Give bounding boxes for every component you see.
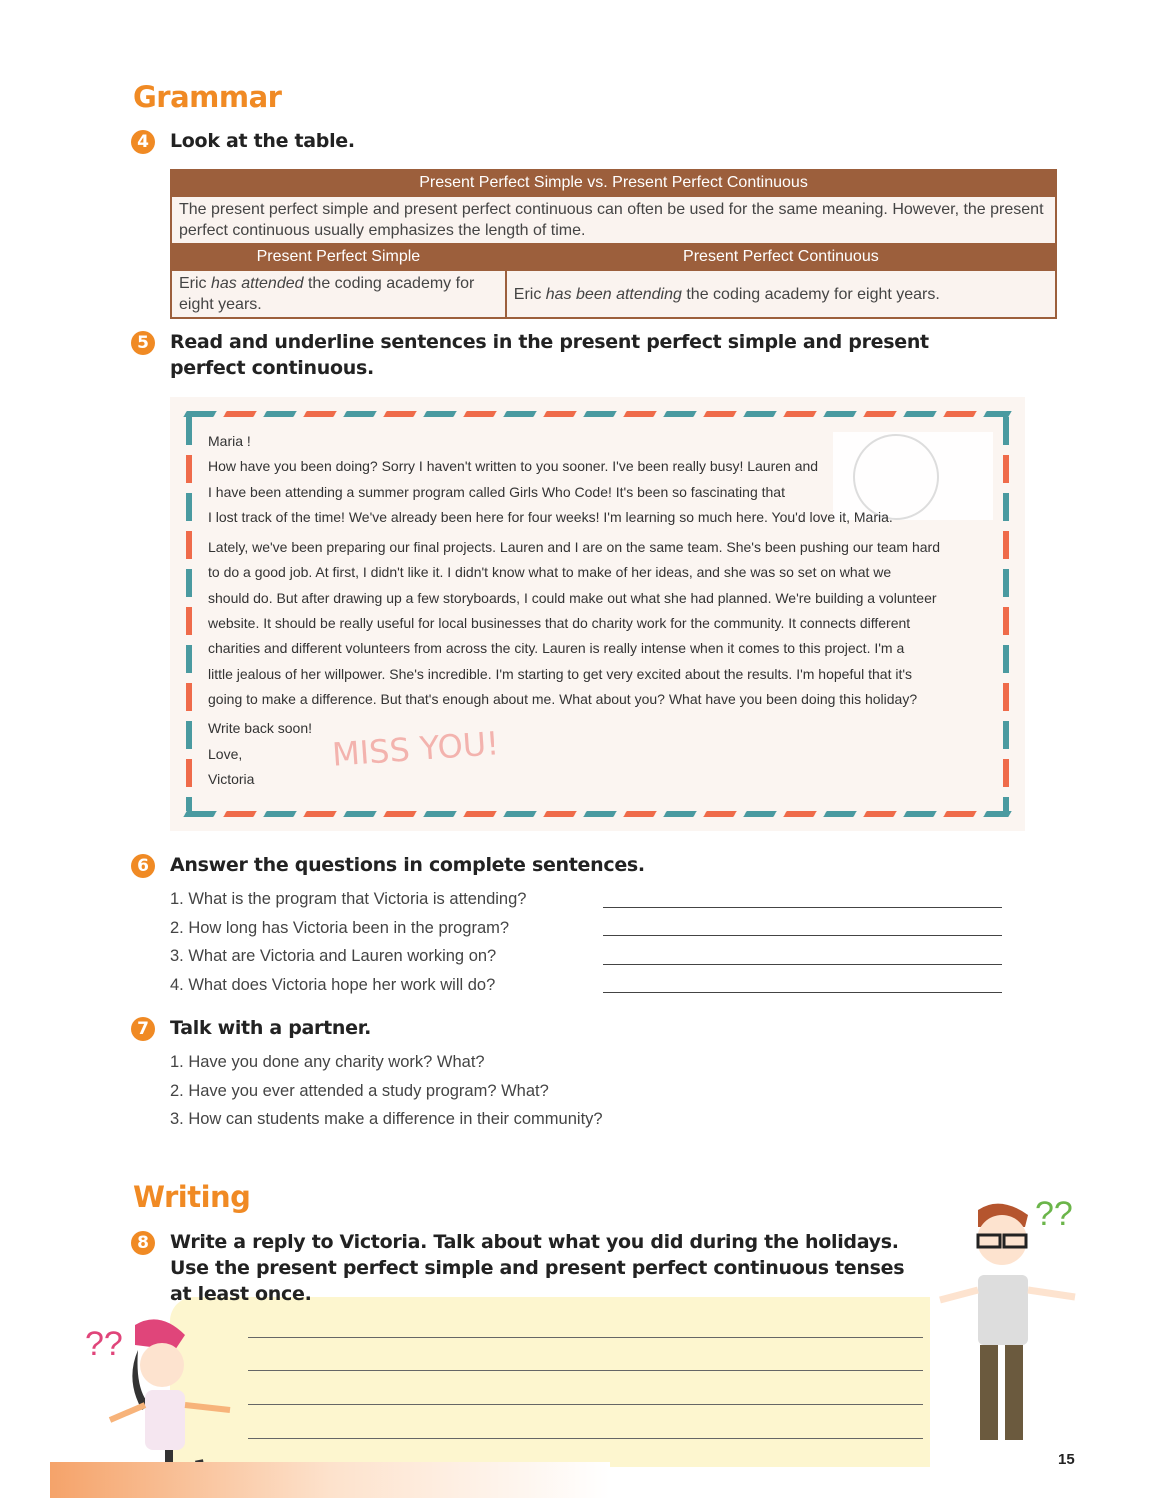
svg-text:??: ??	[85, 1325, 123, 1363]
svg-text:??: ??	[1035, 1195, 1073, 1233]
question: 4. What does Victoria hope her work will do?	[170, 975, 496, 994]
exercise-number: 5	[131, 331, 155, 355]
verb: has been attending	[545, 285, 682, 303]
letter-line: website. It should be really useful for local businesses that do charity work for the community. It connects different	[208, 615, 911, 632]
miss-you-stamp: MISS YOU!	[330, 724, 501, 774]
airmail-border	[183, 411, 1011, 417]
text: the coding academy for eight years.	[179, 275, 475, 313]
section-heading-grammar: Grammar	[133, 80, 282, 114]
writing-line[interactable]	[248, 1370, 923, 1371]
question-list	[170, 885, 526, 999]
answer-line[interactable]	[603, 992, 1002, 993]
verb: has attended	[211, 275, 304, 292]
answer-line[interactable]	[603, 964, 1002, 965]
exercise-instruction: Read and underline sentences in the present perfect simple and present perfect continuous.	[170, 331, 929, 379]
writing-line[interactable]	[248, 1404, 923, 1405]
section-heading-writing: Writing	[133, 1180, 251, 1214]
question: 2. Have you ever attended a study program? What?	[170, 1081, 549, 1100]
example-cell	[171, 270, 506, 318]
letter-line: Love,	[208, 745, 243, 762]
letter-line: Maria !	[208, 433, 251, 449]
question: 1. Have you done any charity work? What?	[170, 1053, 485, 1071]
letter-card	[170, 397, 1025, 831]
question: 3. What are Victoria and Lauren working on?	[170, 947, 497, 965]
grammar-table	[170, 169, 1057, 319]
writing-line[interactable]	[248, 1438, 923, 1439]
boy-confused-illustration	[935, 1185, 1085, 1455]
exercise-instruction: Answer the questions in complete sentences.	[170, 854, 645, 876]
airmail-border	[186, 417, 192, 811]
text: Eric	[513, 285, 546, 303]
letter-line: I lost track of the time! We've already been here for four weeks! I'm learning so much here. You'd love it, Maria.	[208, 508, 893, 525]
letter-line: to do a good job. At first, I didn't like it. I didn't know what to make of her ideas, and she was so set on what we	[208, 564, 892, 581]
letter-line: going to make a difference. But that's enough about me. What about you? What have you been doing this holiday?	[208, 690, 918, 707]
letter-line: Lately, we've been preparing our final projects. Lauren and I are on the same team. She's been pushing our team hard	[208, 539, 940, 556]
page-number: 15	[1058, 1451, 1075, 1468]
question-list	[170, 1048, 603, 1134]
letter-line: How have you been doing? Sorry I haven't written to you sooner. I've been really busy! Lauren and	[208, 458, 819, 475]
question: 3. How can students make a difference in their community?	[170, 1110, 603, 1128]
letter-text	[208, 429, 940, 792]
text: the coding academy for eight years.	[681, 285, 940, 303]
table-title: Present Perfect Simple vs. Present Perfect Continuous	[171, 170, 1056, 196]
table-note: The present perfect simple and present perfect continuous can often be used for the same meaning. However, the present perfect continuous usually emphasizes the length of time.	[171, 196, 1056, 244]
exercise-number: 7	[131, 1017, 155, 1041]
letter-line: should do. But after drawing up a few storyboards, I could make out what she had planned. We're building a volunteer	[208, 589, 937, 606]
exercise-number: 6	[131, 854, 155, 878]
airmail-border	[1003, 417, 1009, 811]
letter-line: charities and different volunteers from across the city. Lauren is really intense when it comes to this project. I'm a	[208, 640, 905, 657]
letter-line: Write back soon!	[208, 720, 313, 737]
answer-line[interactable]	[603, 935, 1002, 936]
letter-line: Victoria	[208, 770, 255, 787]
writing-area	[170, 1297, 930, 1467]
writing-line[interactable]	[248, 1337, 923, 1338]
letter-line: I have been attending a summer program called Girls Who Code! It's been so fascinating that	[208, 483, 785, 500]
column-header: Present Perfect Simple	[171, 244, 506, 270]
airmail-border	[183, 811, 1011, 817]
column-header: Present Perfect Continuous	[506, 244, 1056, 270]
question: 2. How long has Victoria been in the program?	[170, 918, 510, 937]
answer-line[interactable]	[603, 907, 1002, 908]
exercise-number: 8	[131, 1231, 155, 1255]
example-cell	[506, 270, 1056, 318]
question: 1. What is the program that Victoria is attending?	[170, 890, 527, 908]
exercise-instruction: Write a reply to Victoria. Talk about what you did during the holidays. Use the present perfect simple and present perfect continuous tenses at least once.	[170, 1231, 905, 1305]
exercise-instruction: Talk with a partner.	[170, 1017, 371, 1039]
letter-line: little jealous of her willpower. She's incredible. I'm starting to get very excited about the results. I'm hopeful that it's	[208, 665, 913, 682]
exercise-number: 4	[131, 130, 155, 154]
footer-bar	[50, 1462, 610, 1498]
exercise-instruction: Look at the table.	[170, 130, 355, 152]
text: Eric	[179, 275, 211, 292]
